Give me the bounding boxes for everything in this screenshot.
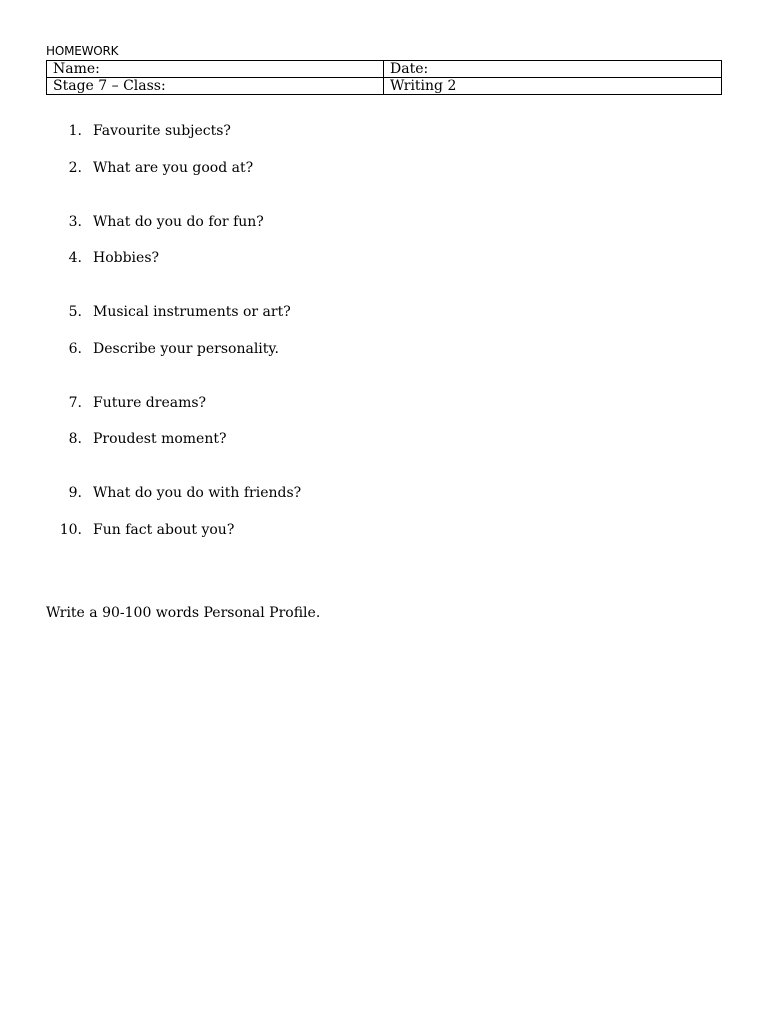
question-text: Future dreams?: [93, 395, 207, 411]
assignment-cell: Writing 2: [384, 78, 722, 95]
question-number: 6.: [68, 341, 82, 357]
question-text: Favourite subjects?: [93, 123, 231, 139]
name-cell: Name:: [47, 61, 384, 78]
list-item: [0, 159, 600, 177]
list-item: [0, 249, 600, 267]
list-item: [0, 484, 600, 502]
list-item: [0, 303, 600, 321]
question-text: Hobbies?: [93, 250, 160, 266]
question-text: What do you do with friends?: [93, 485, 302, 501]
question-number: 4.: [68, 250, 82, 266]
writing-instruction: Write a 90-100 words Personal Profile.: [46, 605, 321, 621]
list-item: [0, 521, 600, 539]
question-number: 10.: [59, 522, 82, 538]
question-number: 9.: [68, 485, 82, 501]
question-text: What do you do for fun?: [93, 214, 264, 230]
question-number: 5.: [68, 304, 82, 320]
table-row: [47, 61, 722, 78]
class-cell: Stage 7 – Class:: [47, 78, 384, 95]
question-text: Describe your personality.: [93, 341, 279, 357]
question-number: 3.: [68, 214, 82, 230]
list-item: [0, 430, 600, 448]
homework-header: HOMEWORK: [46, 44, 119, 58]
question-number: 2.: [68, 160, 82, 176]
question-text: Proudest moment?: [93, 431, 227, 447]
table-row: [47, 78, 722, 95]
list-item: [0, 213, 600, 231]
question-text: What are you good at?: [93, 160, 254, 176]
question-number: 8.: [68, 431, 82, 447]
date-cell: Date:: [384, 61, 722, 78]
list-item: [0, 122, 600, 140]
question-text: Fun fact about you?: [93, 522, 235, 538]
question-number: 7.: [68, 395, 82, 411]
question-text: Musical instruments or art?: [93, 304, 291, 320]
student-info-table: [46, 60, 722, 95]
list-item: [0, 394, 600, 412]
question-number: 1.: [68, 123, 82, 139]
list-item: [0, 340, 600, 358]
